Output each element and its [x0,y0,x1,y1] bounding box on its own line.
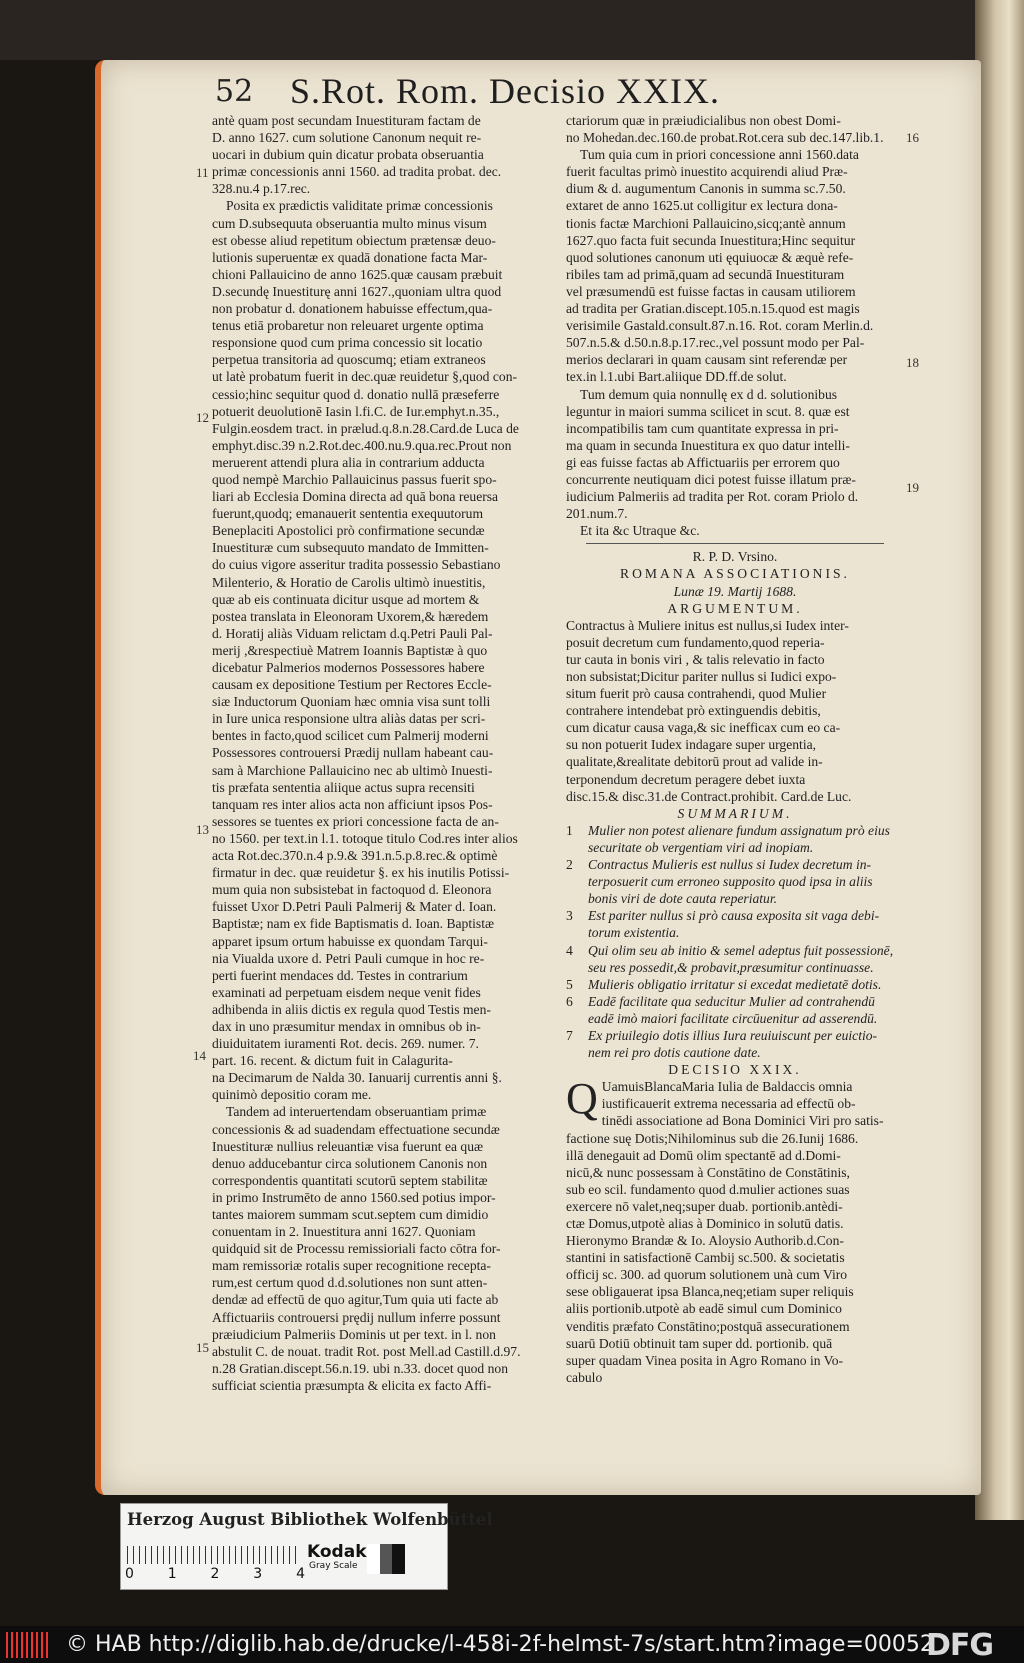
ruler-number: 0 [125,1566,134,1582]
right-paragraph: Tum demum quia nonnullę ex d d. solutionibus leguntur in maiori summa scilicet in scut. 8. quæ est incompatibilis tam cum quantitate expressa in pri- ma quam in secunda Inuestitura ex quo datur intelli- gi eas fuisse factas ab Affictuariis per errorem quo concurrente neutiquam dici potest fuisse illatum præ- iudicium Palmeriis ad tradita per Rot. coram Priolo d. 201.num.7. [566,386,859,522]
ruler-number: 3 [253,1566,263,1582]
barcode-icon [6,1632,50,1658]
summarium-number: 7 [566,1027,573,1043]
decisio-body [566,1074,904,1386]
summarium-number: 5 [566,976,573,992]
right-paragraph: Et ita &c Utraque &c. [580,523,700,539]
margin-number: 19 [906,480,919,495]
summarium-heading: SUMMARIUM. [677,805,793,821]
margin-number: 16 [906,130,919,145]
scan-background [0,0,1024,60]
margin-number: 12 [196,410,209,425]
summarium-item [566,1027,904,1061]
library-name: Herzog August Bibliothek Wolfenbüttel [127,1510,493,1529]
summarium-item [566,976,904,993]
footer-bar [0,1626,1024,1663]
right-paragraph: ctariorum quæ in præiudicialibus non obest Domi- no Mohedan.dec.160.de probat.Rot.cera sub dec.147.lib.1. [566,113,884,146]
ruler-number: 2 [210,1566,220,1582]
gray-swatch [367,1544,405,1574]
margin-number: 14 [193,1048,206,1063]
summarium-item [566,907,904,941]
decisio-heading: DECISIO XXIX. [668,1062,802,1078]
case-title: ROMANA ASSOCIATIONIS. [620,566,850,582]
summarium-number: 4 [566,942,573,958]
source-link[interactable]: © HAB http://diglib.hab.de/drucke/l-458i-2f-helmst-7s/start.htm?image=00052 [66,1632,934,1657]
summarium-text: Est pariter nullus si prò causa exposita sit vaga debi- torum existentia. [588,908,880,941]
summarium-text: Contractus Mulieris est nullus si Iudex decretum in- terposuerit cum erroneo supposito quod ipsa in aliis bonis viri de dote cauta reperiatur. [588,857,873,907]
left-column [212,112,552,1394]
summarium-number: 3 [566,908,573,924]
drop-cap: Q [566,1074,598,1124]
ruler-number: 1 [167,1566,177,1582]
summarium-text: Qui olim seu ab initio & semel adeptus fuit possessionē, seu res possedit,& probavit,præsumitur continuasse. [588,942,894,975]
summarium-item [566,942,904,976]
library-color-scale [120,1503,493,1590]
decisio-text: UamuisBlancaMaria Iulia de Baldaccis omnia iustificauerit extrema necessaria ad effectū ob- tinēdi associatione ad Bona Dominici Viri pro satis- factione suę Dotis;Nihilominus sub die 26.Iunij 1686. illā denegauit ad Domū olim spectantē ad d.Domi- nicū,& nunc possessam à Constātino de Constātinis, sub eo scil. fundamento quod d.mulier actiones suas exercere nō valet,neq;super duab. portionib.antèdi- ctæ Domus,utpotè alias à Dominico in solutū datis. Hieronymo Brandæ & Io. Aloysio Authorib.d.Con- stantini in satisfactionē Cambij sc.500. & societatis officij sc. 300. ad quorum solutionem unà cum Viro sese obligauerat ipsa Blanca,neq;etiam super reliquis aliis portionib.utpotè ab eadē simul cum Dominico venditis præfato Constātino;postquā assecurationem suarū Dotiū obtinuit tam super dd. portionib. quā super quadam Vinea posita in Agro Romano in Vo- cabulo [566,1079,884,1385]
summarium-item [566,993,904,1027]
ruler-number: 4 [296,1566,305,1582]
left-paragraph: antè quam post secundam Inuestituram factam de D. anno 1627. cum solutione Canonum nequit re- uocari in dubium quin dicatur probata obseruantia primæ concessionis anni 1560. ad tradita probat. dec. 328.nu.4 p.17.rec. [212,113,502,197]
argumentum-text: Contractus à Muliere initus est nullus,si Iudex inter- posuit decretum cum fundamento,quod reperia- tur cauta in bonis viri , & talis relevatio in facto non subsistat;Dicitur pariter nullus si Iudici expo- situm fuerit prò causa contrahendi, quod Mulier contrahere intendebat prò extinguendis debitis, cum dicatur causa vaga,& sic inefficax cum eo ca- su non potuerit Iudex indagare super urgentia, qualitate,&realitate debitorū prout ad valide in- terponendum decretum peragere debet iuxta disc.15.& disc.31.de Contract.prohibit. Card.de Luc. [566,617,852,804]
summarium-text: Ex priuilegio dotis illius Iura reuiuiscunt per euictio- nem rei pro dotis cautione date. [588,1027,878,1061]
summarium-text: Mulier non potest alienare fundum assignatum prò eius securitate ob vergentiam viri ad inopiam. [588,822,890,855]
margin-number: 18 [906,355,919,370]
summarium-item [566,856,904,907]
summarium-item [566,822,904,856]
divider [586,543,884,544]
right-column [566,112,904,1386]
argumentum-heading: ARGUMENTUM. [667,600,803,616]
summarium-number: 2 [566,857,573,873]
right-paragraph: Tum quia cum in priori concessione anni 1560.data fuerit facultas primò inuestito acquirendi aliud Præ- dium & d. augumentum Canonis in summa sc.7.50. extaret de anno 1625.ut colligitur ex lectura dona- tionis factæ Marchioni Pallauicino,sicq;antè annum 1627.quo facta fuit secunda Inuestitura;Hinc sequitur quod solutiones canonum uti ęquiuocæ & æquè refe- ribiles tam ad primā,quam ad secundā Inuestituram vel præsumendū est fuisse factas in causam utiliorem ad tradita per Gratian.discept.105.n.15.quod est magis verisimile Gastald.consult.87.n.16. Rot. coram Merlin.d. 507.n.5.& d.50.n.8.p.17.rec.,vel possunt modo per Pal- merios declarari in quam causam sint referendæ per tex.in l.1.ubi Bart.aliique DD.ff.de solut. [566,147,874,385]
ruler-scale [127,1546,297,1564]
gray-scale-label: Gray Scale [309,1561,358,1571]
margin-number: 13 [196,822,209,837]
left-paragraph: Posita ex prædictis validitate primæ concessionis cum D.subsequuta obseruantia multo minus visum est obesse aliud repetitum obiectum prætensæ deuo- lutionis superuentæ ex quadā donatione facta Mar- chioni Pallauicino de anno 1625.quæ causam præbuit D.secundę Inuestiturę anni 1627.,quoniam ultra quod non probatur d. donationem habuisse effectum,qua- tenus etiā probaretur non releuaret urgente optima responsione quod cum prima concessio sit locatio perpetua transitoria ad quoscumq; etiam extraneos ut latè probatum fuerit in dec.quæ reuidetur §,quod con- cessio;hinc sequitur quod d. donatio nullā præseferre potuerit deuolutionē Iasin l.fi.C. de Iur.emphyt.n.35., Fulgin.eosdem tract. in prælud.q.8.n.28.Card.de Luca de emphyt.disc.39 n.2.Rot.dec.400.nu.9.qua.rec.Prout non meruerent attendi plura alia in contrarium adducta quod nempè Marchio Pallauicinus passus fuerit spo- liari ab Ecclesia Domina directa ad quā bona reuersa fuerunt,quodq; emanauerit sententia exequutorum Beneplaciti Apostolici prò confirmatione secundæ Inuestituræ cum subsequuto mandato de Immitten- do cuius vigore asseritur tradita possessio Sebastiano Milenterio, & Horatio de Carolis ultimò inuestitis, quæ ab eis continuata dicitur usque ad mortem & postea translata in Eleonoram Uxorem,& hæredem d. Horatij aliàs Viduam relictam d.q.Petri Pauli Pal- merij ,&respectiuè Matrem Ioannis Baptistæ à quo dicebatur Palmerios modernos Possessores habere causam ex depositione Testium per Rectores Eccle- siæ Inductorum Quoniam hæc omnia visa sunt tolli in Iure unica responsione ultra aliàs datas per scri- bentes in facto,quod scilicet cum Palmerij moderni Possessores controuersi Prædij nullam habeant cau- sam à Marchione Pallauicino nec ab ultimò Inuesti- tis præfata sententia aliique actus supra recensiti tanquam res inter alios acta non afficiunt ipsos Pos- sessores se tuentes ex priori concessione facta de an- no 1560. per text.in l.1. totoque titulo Cod.res inter alios acta Rot.dec.370.n.4 p.9.& 391.n.5.p.8.rec.& optimè firmatur in dec. quæ reuidetur §. ex his inutilis Potissi- mum quia non subsistebat in factoquod d. Eleonora fuisset Uxor D.Petri Pauli Palmerij & Mater d. Ioan. Baptistæ; nam ex fide Baptismatis d. Ioan. Baptistæ apparet ipsum ortum habuisse ex quondam Tarqui- nia Viualda uxore d. Petri Pauli cumque in hoc re- perti fuerint mendaces dd. Testes in contrarium examinati ad perpetuam eisdem neque venit fides adhibenda in aliis dictis ex regula quod Testis men- dax in uno præsumitur mendax in omnibus ob in- diuiduitatem iuramenti Rot. decis. 269. numer. 7. part. 16. recent. & dictum fuit in Calagurita- na Decimarum de Nalda 30. Ianuarij currentis anni §. quinimò depositio coram me. [212,198,519,1103]
summarium-number: 6 [566,993,573,1009]
kodak-logo: Kodak [307,1542,367,1562]
book-binding-edge [975,0,1024,1520]
left-paragraph: Tandem ad interuertendam obseruantiam primæ concessionis & ad suadendam effectuatione secundæ Inuestituræ nullius releuantiæ visa fuerunt ea quæ denuo adducebantur circa solutionem Canonis non correspondentis quantitati scutorū septem stabilitæ in primo Instrumēto de anno 1560.sed potius impor- tantes maiorem summam scut.septem cum dimidio conuentam in 2. Inuestitura anni 1627. Quoniam quidquid sit de Processu remissioriali facto cōtra for- mam remissoriæ rotalis super recognitione recepta- rum,est certum quod d.d.solutiones non sunt atten- dendæ ad effectū de quo agitur,Tum quia uti facte ab Affictuariis controuersi prędij nullum inferre possunt præiudicium Palmeriis Dominis ut per text. in l. non abstulit C. de nouat. tradit Rot. post Mell.ad Castill.d.97. n.28 Gratian.discept.56.n.19. ubi n.33. docet quod non sufficiat scientia præsumpta & elicita ex facto Affi- [212,1104,521,1393]
case-date: Lunæ 19. Martij 1688. [673,583,797,599]
dfg-logo: DFG [926,1628,994,1663]
margin-number: 15 [196,1340,209,1355]
summarium-text: Mulieris obligatio irritatur si excedat medietatē dotis. [588,976,882,992]
summarium-number: 1 [566,822,573,838]
ruler-numbers [125,1566,305,1582]
summarium-text: Eadē facilitate qua seducitur Mulier ad contrahendū eadē imò maiori facilitate circūuenitur ad asserendū. [588,993,878,1026]
running-title: S.Rot. Rom. Decisio XXIX. [290,71,720,111]
margin-number: 11 [196,165,209,180]
page-number: 52 [215,74,254,109]
case-auditor: R. P. D. Vrsino. [692,549,778,565]
